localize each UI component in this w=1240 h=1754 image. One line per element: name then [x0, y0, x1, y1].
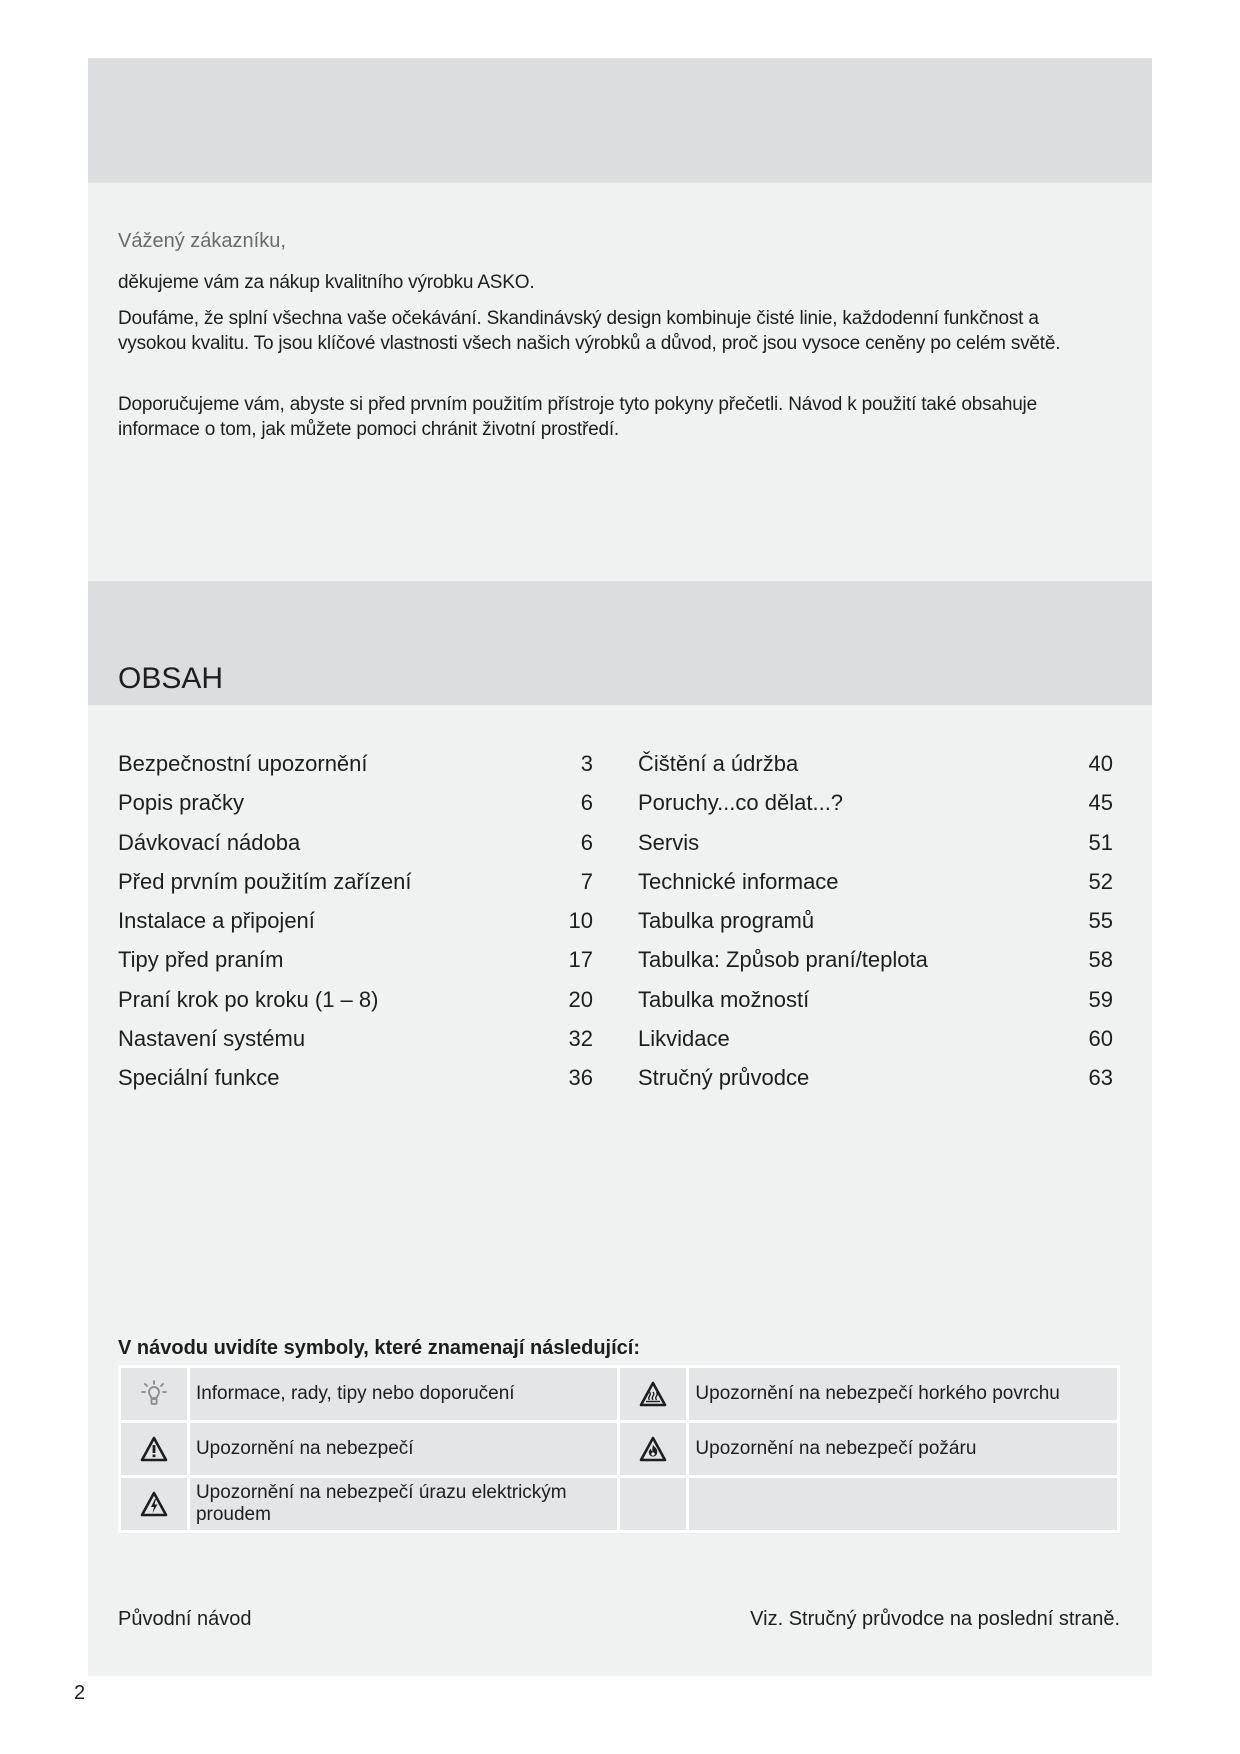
toc-entry-page: 52	[1088, 868, 1113, 894]
symbol-description-empty	[688, 1477, 1119, 1532]
toc-entry[interactable]	[638, 1024, 1113, 1063]
toc-entry[interactable]	[118, 867, 593, 906]
toc-entry[interactable]	[118, 1063, 593, 1102]
toc-entry[interactable]	[638, 867, 1113, 906]
table-row	[120, 1477, 1119, 1532]
hot-surface-warning-icon	[638, 1380, 668, 1408]
symbol-icon-cell	[619, 1367, 688, 1422]
toc-entry-label: Čištění a údržba	[638, 751, 799, 776]
intro-paragraph-thanks: děkujeme vám za nákup kvalitního výrobku ASKO.	[118, 272, 535, 293]
symbol-icon-cell	[120, 1367, 189, 1422]
toc-entry-page: 7	[580, 868, 593, 894]
warning-icon	[139, 1435, 169, 1463]
toc-entry-label: Popis pračky	[118, 790, 244, 816]
toc-entry-page: 20	[568, 986, 593, 1012]
greeting: Vážený zákazníku,	[118, 230, 286, 252]
toc-entry-label: Bezpečnostní upozornění	[118, 751, 368, 776]
toc-entry-label: Tabulka možností	[638, 986, 810, 1012]
symbols-legend-table	[118, 1365, 1120, 1533]
symbol-description: Upozornění na nebezpečí horkého povrchu	[688, 1367, 1119, 1422]
toc-entry[interactable]	[638, 985, 1113, 1024]
toc-entry-page: 32	[568, 1026, 593, 1052]
toc-entry-label: Tabulka: Způsob praní/teplota	[638, 947, 928, 973]
page-number: 2	[74, 1682, 86, 1704]
lightbulb-icon	[139, 1379, 169, 1409]
toc-entry[interactable]	[118, 828, 593, 867]
toc-entry-page: 6	[580, 829, 593, 855]
toc-entry[interactable]	[638, 906, 1113, 945]
toc-entry[interactable]	[638, 749, 1113, 788]
toc-entry-label: Technické informace	[638, 868, 839, 894]
toc-entry[interactable]	[118, 749, 593, 788]
intro-paragraph-recommendation: Doporučujeme vám, abyste si před prvním použitím přístroje tyto pokyny přečetli. Návod k použití také obsahuje informace o tom, jak můžete pomoci chránit životní prostředí.	[118, 394, 1037, 440]
toc-entry-label: Před prvním použitím zařízení	[118, 868, 412, 894]
toc-entry-label: Poruchy...co dělat...?	[638, 790, 844, 816]
toc-entry-page: 40	[1088, 751, 1113, 776]
table-row	[120, 1367, 1119, 1422]
symbol-description: Upozornění na nebezpečí požáru	[688, 1422, 1119, 1477]
toc-entry-label: Stručný průvodce	[638, 1065, 810, 1091]
toc-title: OBSAH	[118, 662, 224, 695]
toc-entry-label: Speciální funkce	[118, 1065, 280, 1091]
table-row	[120, 1422, 1119, 1477]
toc-entry-label: Servis	[638, 829, 700, 855]
toc-entry[interactable]	[118, 906, 593, 945]
toc-entry-label: Dávkovací nádoba	[118, 829, 301, 855]
toc-entry-page: 63	[1088, 1065, 1113, 1091]
toc-entry[interactable]	[118, 945, 593, 984]
toc-entry[interactable]	[638, 828, 1113, 867]
toc-entry-page: 51	[1088, 829, 1113, 855]
toc-entry-label: Tabulka programů	[638, 908, 815, 934]
toc-entry-label: Likvidace	[638, 1026, 730, 1052]
symbol-description: Upozornění na nebezpečí úrazu elektrickým proudem	[188, 1477, 619, 1532]
toc-entry[interactable]	[638, 788, 1113, 827]
toc-column-left	[118, 749, 593, 1103]
symbol-description: Upozornění na nebezpečí	[188, 1422, 619, 1477]
toc-entry-page: 59	[1088, 986, 1113, 1012]
toc-entry[interactable]	[638, 1063, 1113, 1102]
toc-entry-page: 36	[568, 1065, 593, 1091]
toc-column-right	[638, 749, 1113, 1103]
toc-entry-label: Instalace a připojení	[118, 908, 315, 934]
toc-entry[interactable]	[118, 985, 593, 1024]
toc-entry-page: 10	[568, 908, 593, 934]
intro-paragraph-expectations: Doufáme, že splní všechna vaše očekávání. Skandinávský design kombinuje čisté linie, každodenní funkčnost a vysokou kvalitu. To jsou klíčové vlastnosti všech našich výrobků a důvod, proč jsou vysoce ceněny po celém světě.	[118, 308, 1061, 354]
toc-entry[interactable]	[118, 788, 593, 827]
header-band	[88, 58, 1152, 183]
toc-entry-page: 58	[1088, 947, 1113, 973]
fire-warning-icon	[638, 1435, 668, 1463]
toc-entry-label: Nastavení systému	[118, 1026, 306, 1052]
symbol-icon-cell-empty	[619, 1477, 688, 1532]
symbol-icon-cell	[120, 1477, 189, 1532]
quick-guide-note: Viz. Stručný průvodce na poslední straně.	[750, 1608, 1120, 1630]
symbol-description: Informace, rady, tipy nebo doporučení	[188, 1367, 619, 1422]
toc-entry-page: 45	[1088, 790, 1113, 816]
symbols-legend-title: V návodu uvidíte symboly, které znamenají následující:	[118, 1337, 641, 1359]
toc-entry-page: 3	[580, 751, 593, 776]
toc-entry-page: 55	[1088, 908, 1113, 934]
toc-entry[interactable]	[118, 1024, 593, 1063]
electric-shock-warning-icon	[139, 1490, 169, 1518]
toc-entry-page: 17	[568, 947, 593, 973]
toc-entry-label: Tipy před praním	[118, 947, 284, 973]
toc-entry-page: 6	[580, 790, 593, 816]
toc-entry-label: Praní krok po kroku (1 – 8)	[118, 986, 379, 1012]
symbol-icon-cell	[619, 1422, 688, 1477]
toc-entry-page: 60	[1088, 1026, 1113, 1052]
toc-entry[interactable]	[638, 945, 1113, 984]
toc-header-band	[88, 581, 1152, 705]
original-manual-note: Původní návod	[118, 1608, 252, 1630]
symbol-icon-cell	[120, 1422, 189, 1477]
